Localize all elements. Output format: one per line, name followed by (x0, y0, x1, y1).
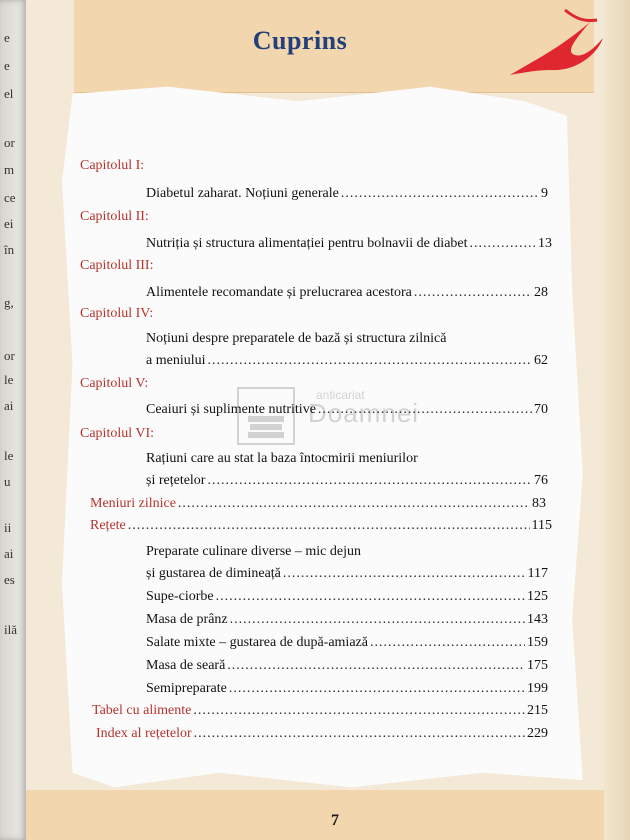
dot-leader (230, 612, 525, 628)
toc-entry-page: 125 (527, 589, 548, 604)
toc-section-title: Index al rețetelor (96, 726, 192, 741)
watermark-main-text: Doamnei (308, 398, 420, 428)
toc-section-page: 215 (527, 703, 548, 718)
facing-page-fragment: în (4, 242, 15, 257)
toc-entry (146, 473, 548, 489)
toc-entry-page: 117 (527, 566, 548, 581)
toc-entry-page: 199 (527, 681, 548, 696)
chapter-label: Capitolul V: (80, 376, 149, 391)
dot-leader (128, 518, 530, 534)
dot-leader (193, 703, 525, 719)
dot-leader (208, 353, 533, 369)
toc-section (90, 496, 546, 512)
facing-page-fragment: ii (4, 520, 12, 535)
toc-section (92, 703, 548, 719)
dot-leader (227, 658, 525, 674)
toc-entry-title-line: Rațiuni care au stat la baza întocmirii meniurilor (146, 451, 418, 466)
toc-entry (146, 566, 548, 582)
facing-page-fragment: le (4, 448, 14, 463)
toc-entry-page: 159 (527, 635, 548, 650)
dot-leader (414, 285, 532, 301)
toc-entry (146, 658, 548, 674)
facing-page-fragment: ai (4, 398, 14, 413)
facing-page-fragment: u (4, 474, 11, 489)
toc-entry-title: Alimentele recomandate și prelucrarea acestora (146, 285, 412, 300)
chapter-label: Capitolul IV: (80, 306, 154, 321)
dot-leader (370, 635, 525, 651)
toc-entry-page: 13 (538, 236, 552, 251)
chapter-label: Capitolul I: (80, 158, 145, 173)
toc-entry-page: 62 (534, 353, 548, 368)
toc-section-title: Rețete (90, 518, 126, 533)
chapter-label: Capitolul II: (80, 209, 149, 224)
toc-entry-page: 143 (527, 612, 548, 627)
dot-leader (207, 473, 532, 489)
toc-entry-title: Supe-ciorbe (146, 589, 214, 604)
dot-leader (283, 566, 526, 582)
toc-section-page: 115 (531, 518, 552, 533)
facing-page-fragment: e (4, 30, 10, 45)
toc-entry (146, 353, 548, 369)
toc-section-title: Meniuri zilnice (90, 496, 176, 511)
chapter-label: Capitolul VI: (80, 426, 155, 441)
toc-entry (146, 186, 548, 202)
dot-leader (341, 186, 539, 202)
facing-page-fragment: ai (4, 546, 14, 561)
toc-section (90, 518, 552, 534)
facing-page-fragment: el (4, 86, 14, 101)
dot-leader (178, 496, 530, 512)
toc-entry (146, 285, 548, 301)
facing-page-fragment: or (4, 348, 15, 363)
facing-page-fragment: or (4, 135, 15, 150)
toc-section-page: 83 (532, 496, 546, 511)
facing-page-fragment: g, (4, 295, 14, 310)
toc-entry-page: 175 (527, 658, 548, 673)
toc-entry-page: 9 (541, 186, 548, 201)
toc-entry-title: și gustarea de dimineață (146, 566, 281, 581)
toc-entry (146, 681, 548, 697)
toc-entry (146, 402, 548, 418)
dot-leader (229, 681, 525, 697)
toc-entry (146, 612, 548, 628)
dot-leader (318, 402, 532, 418)
toc-entry-title: Semipreparate (146, 681, 227, 696)
toc-entry (146, 635, 548, 651)
facing-page-fragment: es (4, 572, 15, 587)
dot-leader (470, 236, 536, 252)
facing-page-fragment: m (4, 162, 15, 177)
facing-page-fragment: ce (4, 190, 16, 205)
page-number: 7 (331, 812, 339, 829)
facing-page-fragment: ei (4, 216, 14, 231)
toc-entry-title: Nutriția și structura alimentației pentru bolnavii de diabet (146, 236, 468, 251)
toc-entry-title: Masa de prânz (146, 612, 228, 627)
toc-section-page: 229 (527, 726, 548, 741)
toc-section-title: Tabel cu alimente (92, 703, 192, 718)
toc-entry-title: și rețetelor (146, 473, 206, 488)
toc-entry-title: a meniului (146, 353, 206, 368)
toc-entry-title: Salate mixte – gustarea de după-amiază (146, 635, 368, 650)
toc-entry-page: 70 (534, 402, 548, 417)
chapter-label: Capitolul III: (80, 258, 154, 273)
toc-entry-page: 76 (534, 473, 548, 488)
toc-section (96, 726, 548, 742)
toc-entry-title-line: Noțiuni despre preparatele de bază și structura zilnică (146, 331, 447, 346)
toc-entry-title: Ceaiuri și suplimente nutritive (146, 402, 316, 417)
toc-entry-page: 28 (534, 285, 548, 300)
page-title: Cuprins (252, 26, 348, 55)
toc-entry (146, 589, 548, 605)
dot-leader (194, 726, 525, 742)
watermark-small-text: anticariat (316, 388, 365, 402)
dot-leader (216, 589, 525, 605)
facing-page-fragment: ilă (4, 622, 17, 637)
toc-entry-title: Masa de seară (146, 658, 226, 673)
facing-page-fragment: e (4, 58, 10, 73)
toc-entry (146, 236, 552, 252)
facing-page-fragment: le (4, 372, 14, 387)
toc-entry-title: Diabetul zaharat. Noțiuni generale (146, 186, 339, 201)
toc-entry-title-line: Preparate culinare diverse – mic dejun (146, 544, 361, 559)
